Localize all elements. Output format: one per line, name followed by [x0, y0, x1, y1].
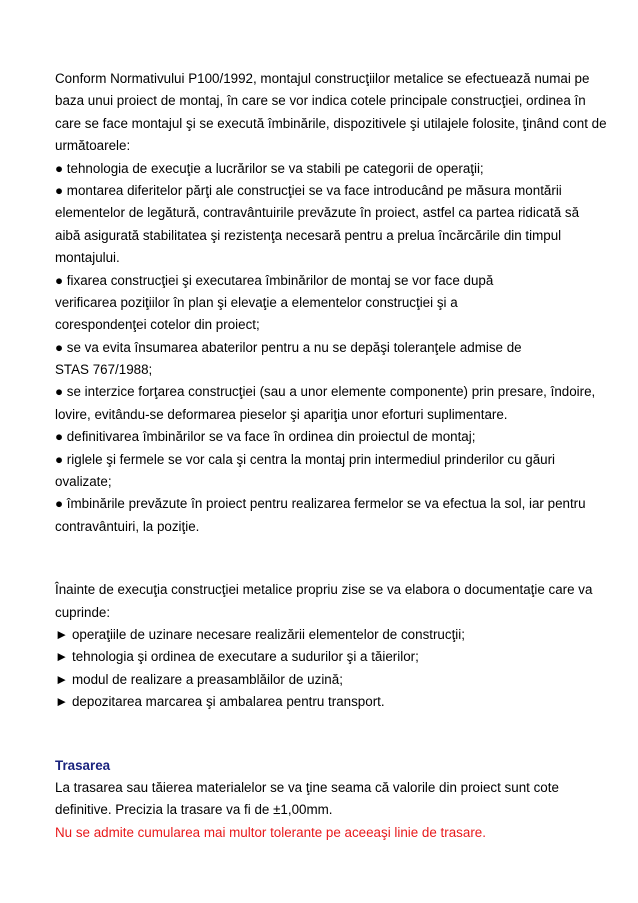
- paragraph-line: care se face montajul şi se execută îmbinările, dispozitivele şi utilajele folosite, ţinând cont de: [55, 115, 607, 131]
- bullet-item: ● riglele şi fermele se vor cala şi centra la montaj prin intermediul prinderilor cu găuri: [55, 451, 556, 467]
- paragraph-line: Conform Normativului P100/1992, montajul construcţiilor metalice se efectuează numai pe: [55, 71, 590, 86]
- montaj-requirements-section: [55, 68, 615, 538]
- bullet-item-continuation: aibă asigurată stabilitatea şi rezistenţa necesară pentru a prelua încărcările din timpul: [55, 227, 562, 243]
- paragraph-line: La trasarea sau tăierea materialelor se va ţine seama că valorile din proiect sunt cote: [55, 779, 559, 795]
- warning-text: Nu se admite cumularea mai multor tolerante pe aceeaşi linie de trasare.: [55, 824, 486, 840]
- bullet-item: ● se va evita însumarea abaterilor pentru a nu se depăşi toleranţele admise de: [55, 339, 522, 355]
- bullet-item: ● se interzice forţarea construcţiei (sau a unor elemente componente) prin presare, îndoire,: [55, 384, 596, 400]
- arrow-bullet-item: ► operaţiile de uzinare necesare realizării elementelor de construcţii;: [55, 626, 465, 642]
- paragraph-line: Înainte de execuţia construcţiei metalice propriu zise se va elabora o documentaţie care va: [55, 582, 593, 598]
- bullet-item-continuation: elementelor de legătură, contravântuirile prevăzute în proiect, astfel ca partea ridicată să: [55, 205, 580, 221]
- bullet-item: ● montarea diferitelor părţi ale construcţiei se va face introducând pe măsura montării: [55, 182, 562, 198]
- bullet-item: ● tehnologia de execuţie a lucrărilor se va stabili pe categorii de operaţii;: [55, 160, 484, 176]
- paragraph-line: baza unui proiect de montaj, în care se vor indica cotele principale construcţiei, ordinea în: [55, 93, 586, 109]
- documentation-section: [55, 579, 615, 713]
- paragraph-line: cuprinde:: [55, 604, 111, 620]
- section-heading: Trasarea: [55, 757, 111, 773]
- bullet-item-continuation: montajului.: [55, 250, 120, 266]
- bullet-item: ● fixarea construcţiei şi executarea îmbinărilor de montaj se vor face după: [55, 272, 494, 288]
- section-spacer: [55, 714, 615, 755]
- bullet-item-continuation: ovalizate;: [55, 474, 112, 490]
- arrow-bullet-item: ► modul de realizare a preasamblăilor de uzină;: [55, 671, 343, 687]
- bullet-item-continuation: STAS 767/1988;: [55, 362, 153, 378]
- bullet-item: ● definitivarea îmbinărilor se va face în ordinea din proiectul de montaj;: [55, 429, 476, 445]
- section-spacer: [55, 538, 615, 579]
- bullet-item: ● îmbinările prevăzute în proiect pentru realizarea fermelor se va efectua la sol, iar pentru: [55, 496, 586, 512]
- bullet-item-continuation: contravântuiri, la poziţie.: [55, 518, 200, 534]
- arrow-bullet-item: ► tehnologia şi ordinea de executare a sudurilor şi a tăierilor;: [55, 649, 419, 665]
- trasarea-section: [55, 755, 615, 845]
- document-page: [55, 68, 615, 844]
- bullet-item-continuation: lovire, evitându-se deformarea pieselor şi apariţia unor eforturi suplimentare.: [55, 406, 508, 422]
- paragraph-line: definitive. Precizia la trasare va fi de ±1,00mm.: [55, 802, 333, 818]
- arrow-bullet-item: ► depozitarea marcarea şi ambalarea pentru transport.: [55, 694, 385, 710]
- bullet-item-continuation: verificarea poziţiilor în plan şi elevaţie a elementelor construcţiei şi a: [55, 294, 458, 310]
- bullet-item-continuation: corespondenţei cotelor din proiect;: [55, 317, 260, 333]
- paragraph-line: următoarele:: [55, 138, 131, 154]
